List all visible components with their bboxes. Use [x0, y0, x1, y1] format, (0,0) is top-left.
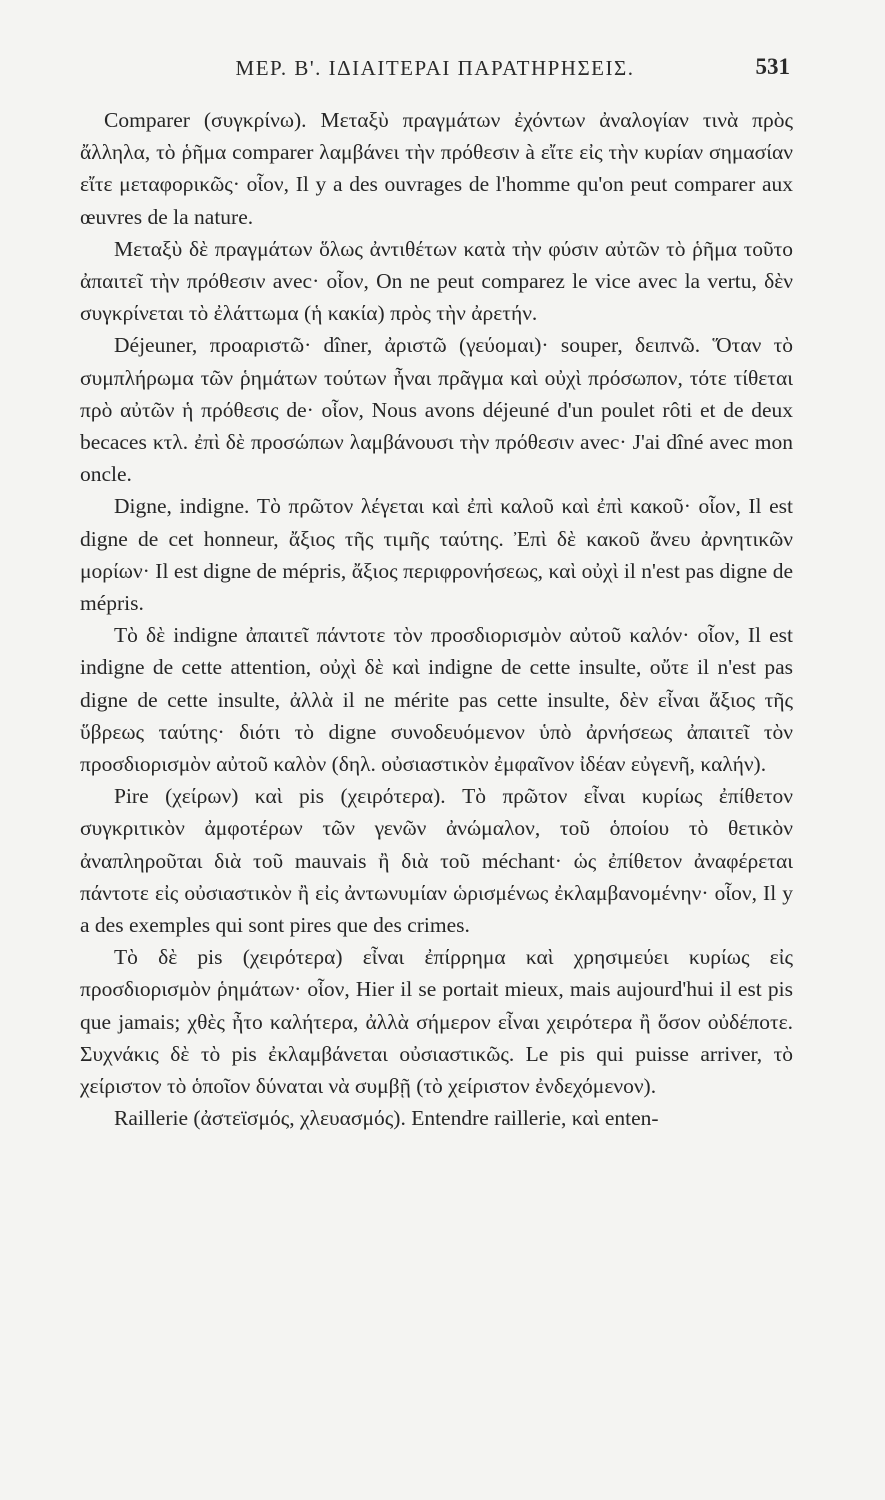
- header-title: ΜΕΡ. Β'. ΙΔΙΑΙΤΕΡΑΙ ΠΑΡΑΤΗΡΗΣΕΙΣ.: [235, 56, 635, 80]
- body-text: [80, 104, 793, 1135]
- paragraph-comparer-avec: Μεταξὺ δὲ πραγμάτων ὅλως ἀντιθέτων κατὰ τὴν φύσιν αὐτῶν τὸ ῥῆμα τοῦτο ἀπαιτεῖ τὴν πρόθεσιν avec· οἷον, On ne peut comparez le vice avec la vertu, δὲν συγκρίνεται τὸ ἐλάττωμα (ἡ κακία) πρὸς τὴν ἀρετήν.: [80, 236, 793, 326]
- paragraph-pire: Pire (χείρων) καὶ pis (χειρότερα). Τὸ πρῶτον εἶναι κυρίως ἐπίθετον συγκριτικὸν ἀμφοτέρων τῶν γενῶν ἀνώμαλον, τοῦ ὁποίου τὸ θετικὸν ἀναπληροῦται διὰ τοῦ mauvais ἢ διὰ τοῦ méchant· ὡς ἐπίθετον ἀναφέρεται πάντοτε εἰς οὐσιαστικὸν ἢ εἰς ἀντωνυμίαν ὡρισμένως ἐκλαμβανομένην· οἷον, Il y a des exemples qui sont pires que des crimes.: [80, 784, 793, 938]
- page-number: 531: [755, 54, 790, 79]
- paragraph-dejeuner: Déjeuner, προαριστῶ· dîner, ἀριστῶ (γεύομαι)· souper, δειπνῶ. Ὅταν τὸ συμπλήρωμα τῶν ῥημάτων τούτων ἦναι πρᾶγμα καὶ οὐχὶ πρόσωπον, τότε τίθεται πρὸ αὐτῶν ἡ πρόθεσις de· οἷον, Nous avons déjeuné d'un poulet rôti et de deux becaces κτλ. ἐπὶ δὲ προσώπων λαμβάνουσι τὴν πρόθεσιν avec· J'ai dîné avec mon oncle.: [80, 333, 793, 487]
- paragraph-indigne: Τὸ δὲ indigne ἀπαιτεῖ πάντοτε τὸν προσδιορισμὸν αὐτοῦ καλόν· οἷον, Il est indigne de cette attention, οὐχὶ δὲ καὶ indigne de cette insulte, οὔτε il n'est pas digne de cette insulte, ἀλλὰ il ne mérite pas cette insulte, δὲν εἶναι ἄξιος τῆς ὕβρεως ταύτης· διότι τὸ digne συνοδευόμενον ὑπὸ ἀρνήσεως ἀπαιτεῖ τὸν προσδιορισμὸν αὐτοῦ καλὸν (δηλ. οὐσιαστικὸν ἐμφαῖνον ἰδέαν εὐγενῆ, καλήν).: [80, 623, 793, 777]
- paragraph-digne: Digne, indigne. Τὸ πρῶτον λέγεται καὶ ἐπὶ καλοῦ καὶ ἐπὶ κακοῦ· οἷον, Il est digne de cet honneur, ἄξιος τῆς τιμῆς ταύτης. Ἐπὶ δὲ κακοῦ ἄνευ ἀρνητικῶν μορίων· Il est digne de mépris, ἄξιος περιφρονήσεως, καὶ οὐχὶ il n'est pas digne de mépris.: [80, 494, 793, 616]
- paragraph-raillerie: Raillerie (ἀστεϊσμός, χλευασμός). Entendre raillerie, καὶ enten-: [114, 1106, 659, 1131]
- paragraph-pis: Τὸ δὲ pis (χειρότερα) εἶναι ἐπίρρημα καὶ χρησιμεύει κυρίως εἰς προσδιορισμὸν ῥημάτων· οἷον, Hier il se portait mieux, mais aujourd'hui il est pis que jamais; χθὲς ἦτο καλήτερα, ἀλλὰ σήμερον εἶναι χειρότερα ἢ ὅσον οὐδέποτε. Συχνάκις δὲ τὸ pis ἐκλαμβάνεται οὐσιαστικῶς. Le pis qui puisse arriver, τὸ χείριστον τὸ ὁποῖον δύναται νὰ συμβῇ (τὸ χείριστον ἐνδεχόμενον).: [80, 945, 793, 1099]
- paragraph-comparer: Comparer (συγκρίνω). Μεταξὺ πραγμάτων ἐχόντων ἀναλογίαν τινὰ πρὸς ἄλληλα, τὸ ῥῆμα comparer λαμβάνει τὴν πρόθεσιν à εἴτε εἰς τὴν κυρίαν σημασίαν εἴτε μεταφορικῶς· οἷον, Il y a des ouvrages de l'homme qu'on peut comparer aux œuvres de la nature.: [80, 108, 793, 229]
- running-header: [80, 56, 790, 86]
